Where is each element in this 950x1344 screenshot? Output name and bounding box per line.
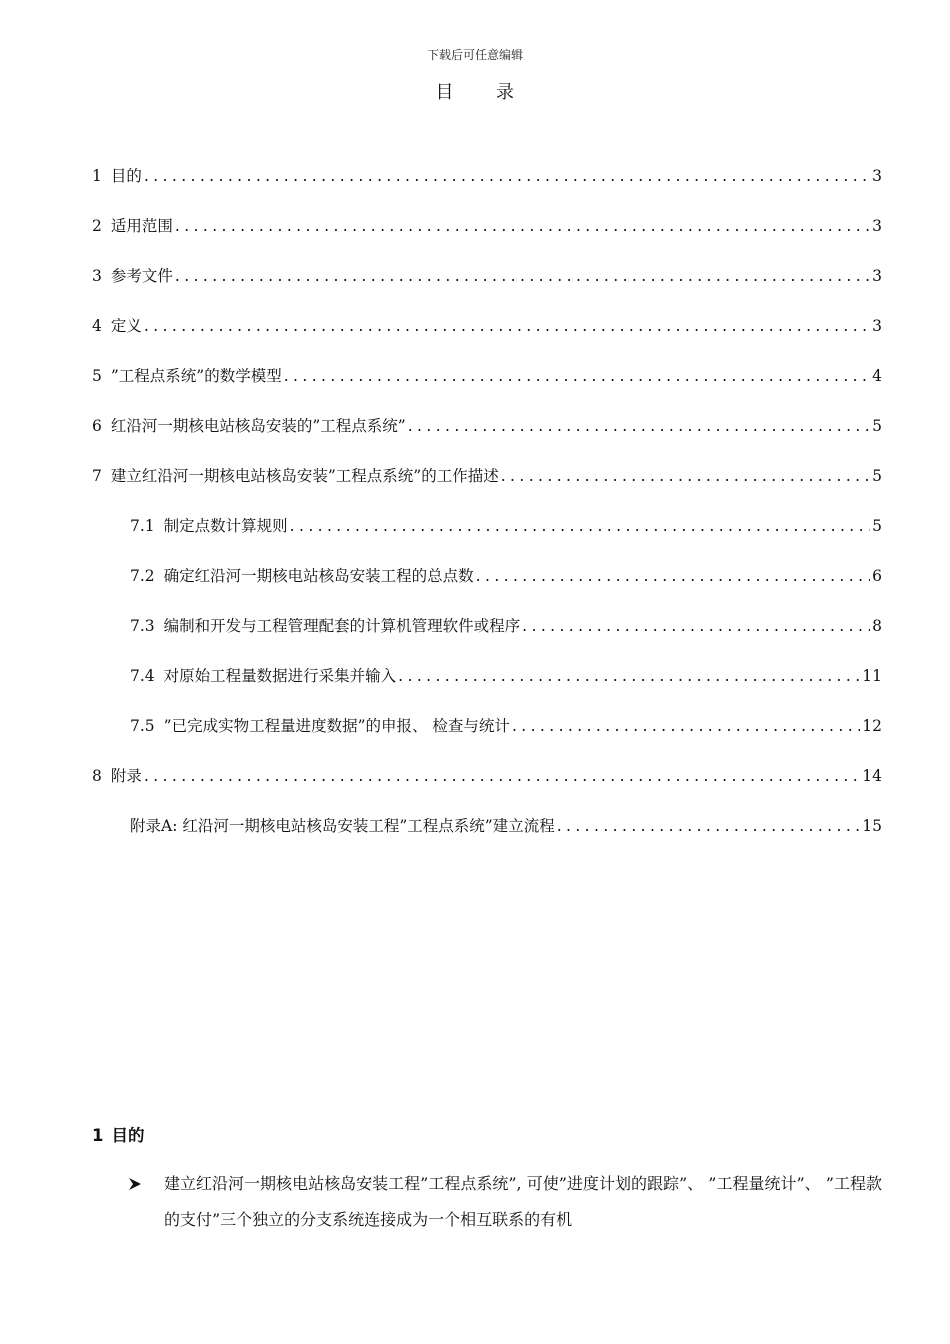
toc-entry-text: ”工程点系统”的数学模型 bbox=[110, 367, 282, 385]
toc-entry-number: 5 bbox=[92, 367, 102, 385]
toc-entry-text: 定义 bbox=[110, 317, 142, 335]
toc-entry-text: 红沿河一期核电站核岛安装的”工程点系统” bbox=[110, 417, 406, 435]
toc-entry-number: 7.1 bbox=[130, 517, 155, 535]
toc-leader-dots bbox=[408, 412, 870, 440]
toc-leader-dots bbox=[557, 812, 861, 840]
section-heading bbox=[92, 1122, 144, 1146]
toc-entry-4[interactable] bbox=[92, 312, 882, 362]
toc-leader-dots bbox=[501, 462, 870, 490]
toc-leader-dots bbox=[512, 712, 860, 740]
toc-leader-dots bbox=[175, 212, 870, 240]
bullet-paragraph bbox=[128, 1166, 882, 1238]
toc-entry-page: 5 bbox=[872, 417, 882, 435]
toc-entry-7-2[interactable] bbox=[92, 562, 882, 612]
toc-entry-text: 确定红沿河一期核电站核岛安装工程的总点数 bbox=[163, 567, 474, 585]
toc-leader-dots bbox=[398, 662, 860, 690]
toc-entry-number: 3 bbox=[92, 267, 102, 285]
toc-leader-dots bbox=[290, 512, 870, 540]
toc-entry-page: 3 bbox=[872, 217, 882, 235]
toc-entry-text: 对原始工程量数据进行采集并输入 bbox=[163, 667, 397, 685]
toc-leader-dots bbox=[476, 562, 870, 590]
toc-entry-number: 7.3 bbox=[130, 617, 155, 635]
toc-entry-appendix-a[interactable] bbox=[92, 812, 882, 862]
toc-entry-page: 8 bbox=[872, 617, 882, 635]
toc-entry-number: 7.4 bbox=[130, 667, 155, 685]
toc-entry-number: 2 bbox=[92, 217, 102, 235]
toc-entry-page: 5 bbox=[872, 517, 882, 535]
toc-entry-3[interactable] bbox=[92, 262, 882, 312]
toc-entry-7-4[interactable] bbox=[92, 662, 882, 712]
toc-entry-number: 8 bbox=[92, 767, 102, 785]
toc-leader-dots bbox=[144, 762, 860, 790]
toc-leader-dots bbox=[175, 262, 870, 290]
toc-leader-dots bbox=[144, 312, 870, 340]
toc-entry-page: 5 bbox=[872, 467, 882, 485]
toc-entry-7-1[interactable] bbox=[92, 512, 882, 562]
toc-entry-number: 4 bbox=[92, 317, 102, 335]
toc-entry-page: 15 bbox=[862, 817, 882, 835]
table-of-contents bbox=[92, 162, 882, 862]
toc-leader-dots bbox=[522, 612, 870, 640]
section-title: 目的 bbox=[111, 1126, 145, 1145]
toc-entry-page: 14 bbox=[862, 767, 882, 785]
toc-entry-number: 6 bbox=[92, 417, 102, 435]
toc-entry-7[interactable] bbox=[92, 462, 882, 512]
toc-entry-1[interactable] bbox=[92, 162, 882, 212]
toc-entry-5[interactable] bbox=[92, 362, 882, 412]
toc-entry-text: 参考文件 bbox=[110, 267, 173, 285]
header-note: 下载后可任意编辑 bbox=[426, 48, 523, 62]
toc-leader-dots bbox=[284, 362, 870, 390]
toc-entry-text: 目的 bbox=[110, 167, 142, 185]
toc-leader-dots bbox=[144, 162, 870, 190]
toc-entry-text: 编制和开发与工程管理配套的计算机管理软件或程序 bbox=[163, 617, 521, 635]
toc-entry-2[interactable] bbox=[92, 212, 882, 262]
toc-entry-page: 12 bbox=[862, 717, 882, 735]
toc-entry-page: 3 bbox=[872, 267, 882, 285]
toc-entry-number: 7 bbox=[92, 467, 102, 485]
toc-title bbox=[0, 78, 950, 104]
toc-entry-page: 3 bbox=[872, 167, 882, 185]
toc-entry-number: 7.2 bbox=[130, 567, 155, 585]
toc-entry-6[interactable] bbox=[92, 412, 882, 462]
section-number: 1 bbox=[92, 1126, 104, 1145]
toc-entry-page: 4 bbox=[872, 367, 882, 385]
toc-entry-text: 附录 bbox=[110, 767, 142, 785]
toc-entry-number: 1 bbox=[92, 167, 102, 185]
toc-entry-page: 11 bbox=[862, 667, 882, 685]
toc-entry-8[interactable] bbox=[92, 762, 882, 812]
toc-entry-7-5[interactable] bbox=[92, 712, 882, 762]
toc-title-char-1: 目 bbox=[435, 82, 454, 103]
toc-entry-7-3[interactable] bbox=[92, 612, 882, 662]
paragraph-text: 建立红沿河一期核电站核岛安装工程”工程点系统”, 可使”进度计划的跟踪”、 ”工程量统计”、 ”工程款的支付”三个独立的分支系统连接成为一个相互联系的有机 bbox=[164, 1174, 882, 1229]
arrow-bullet-icon bbox=[128, 1168, 142, 1204]
toc-entry-text: 适用范围 bbox=[110, 217, 173, 235]
toc-entry-page: 3 bbox=[872, 317, 882, 335]
toc-entry-text: 建立红沿河一期核电站核岛安装”工程点系统”的工作描述 bbox=[110, 467, 499, 485]
toc-entry-page: 6 bbox=[872, 567, 882, 585]
toc-entry-number: 7.5 bbox=[130, 717, 155, 735]
toc-title-char-2: 录 bbox=[496, 82, 515, 103]
toc-entry-text: 制定点数计算规则 bbox=[163, 517, 288, 535]
toc-entry-text: 附录A: 红沿河一期核电站核岛安装工程”工程点系统”建立流程 bbox=[130, 817, 555, 835]
toc-entry-text: ”已完成实物工程量进度数据”的申报、 检查与统计 bbox=[163, 717, 510, 735]
